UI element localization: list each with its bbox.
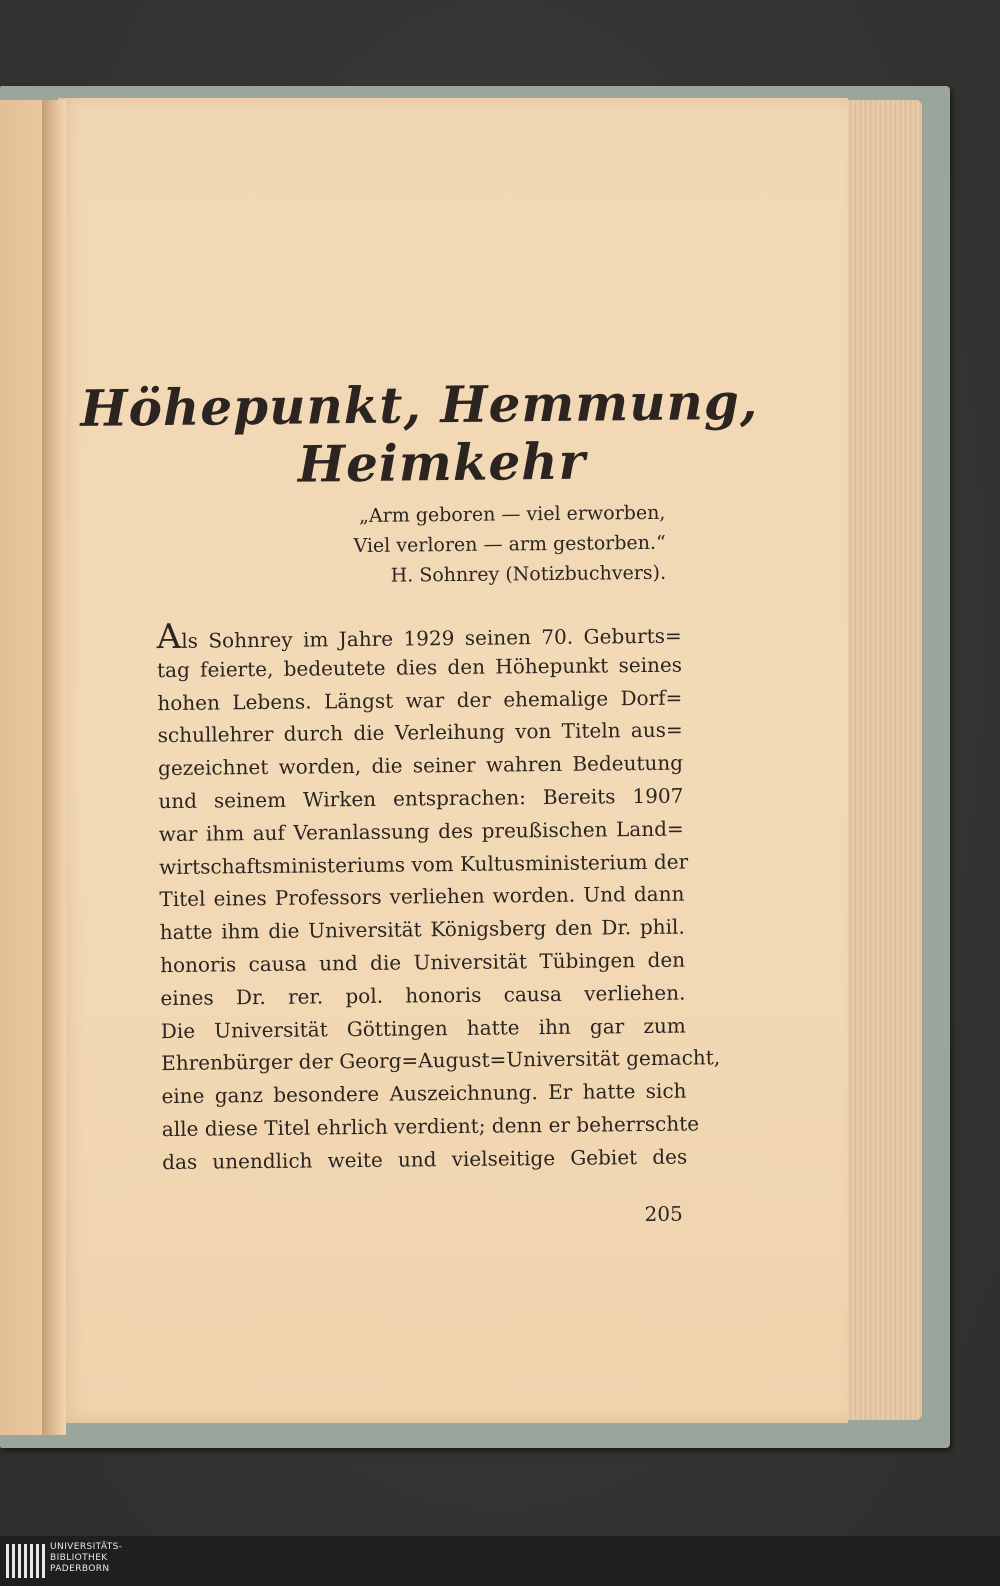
body-line: schullehrer durch die Verleihung von Titeln aus=: [157, 717, 683, 748]
epigraph-line-1: „Arm geboren — viel erworben,: [358, 501, 666, 527]
body-line: eine ganz besondere Auszeichnung. Er hatte sich: [161, 1078, 687, 1109]
body-line: das unendlich weite und vielseitige Gebiet des: [162, 1144, 688, 1174]
body-line: alle diese Titel ehrlich verdient; denn er beherrschte: [161, 1111, 700, 1142]
logo-line-1: UNIVERSITÄTS-: [50, 1542, 123, 1552]
body-text: [156, 616, 721, 1179]
body-line: war ihm auf Veranlassung des preußischen Land=: [158, 816, 684, 846]
page-number: 205: [644, 1201, 683, 1227]
library-logo-text: [50, 1542, 122, 1575]
book-gutter: [42, 100, 66, 1435]
body-line: Die Universität Göttingen hatte ihn gar zum: [160, 1013, 686, 1043]
body-line: wirtschaftsministeriums vom Kultusministerium der: [158, 849, 689, 879]
library-logo-icon: [6, 1542, 46, 1580]
body-line: gezeichnet worden, die seiner wahren Bedeutung: [157, 750, 684, 781]
body-line: Ehrenbürger der Georg=August=Universität gemacht,: [161, 1045, 721, 1076]
body-line: eines Dr. rer. pol. honoris causa verliehen.: [160, 980, 686, 1010]
chapter-title-line-2: Heimkehr: [297, 431, 587, 494]
body-line: Als Sohnrey im Jahre 1929 seinen 70. Geburts=: [156, 616, 682, 658]
body-line: honoris causa und die Universität Tübingen den: [160, 947, 686, 978]
logo-line-2: BIBLIOTHEK: [50, 1553, 108, 1563]
footer-bar: [0, 1536, 1000, 1586]
body-line: Titel eines Professors verliehen worden. Und dann: [159, 881, 685, 912]
book-page: [58, 98, 848, 1423]
body-line: hohen Lebens. Längst war der ehemalige Dorf=: [157, 685, 683, 715]
chapter-title-line-1: Höhepunkt, Hemmung,: [80, 371, 759, 438]
page-content: [51, 94, 855, 1427]
epigraph-line-2: Viel verloren — arm gestorben.“: [353, 531, 666, 558]
logo-line-3: PADERBORN: [50, 1564, 110, 1574]
body-line: hatte ihm die Universität Königsberg den Dr. phil.: [159, 914, 685, 945]
body-line: und seinem Wirken entsprachen: Bereits 1907: [158, 783, 684, 814]
epigraph-attribution: H. Sohnrey (Notizbuchvers).: [390, 561, 667, 587]
body-line: tag feierte, bedeutete dies den Höhepunkt seines: [156, 652, 683, 682]
